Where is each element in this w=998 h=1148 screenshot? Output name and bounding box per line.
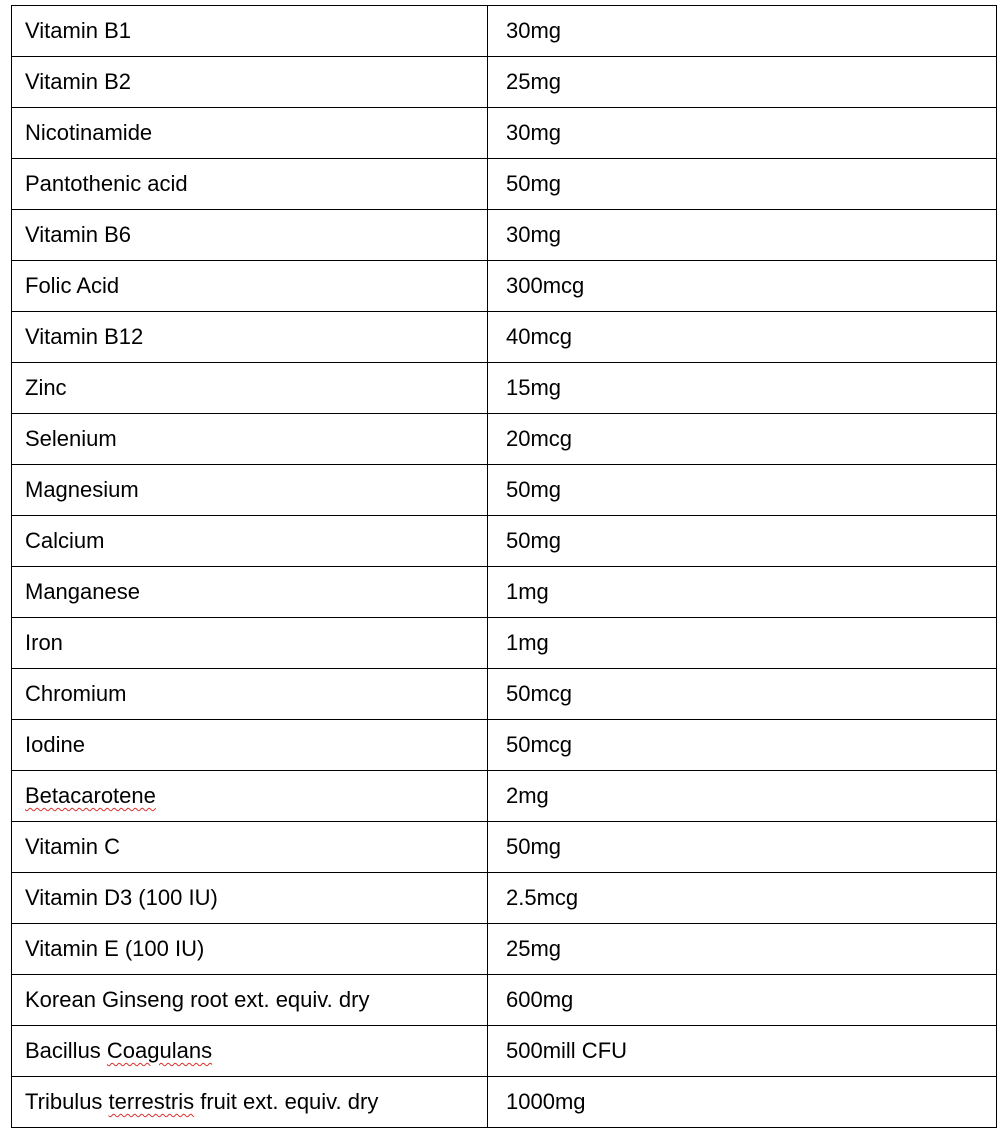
table-row xyxy=(12,465,997,516)
ingredient-amount-cell: 2mg xyxy=(488,771,997,822)
ingredients-table xyxy=(11,5,997,1128)
table-row xyxy=(12,6,997,57)
ingredient-amount-cell: 50mcg xyxy=(488,720,997,771)
table-row xyxy=(12,822,997,873)
spellcheck-flagged-word: Betacarotene xyxy=(25,783,156,808)
ingredient-amount-cell: 25mg xyxy=(488,924,997,975)
table-row xyxy=(12,312,997,363)
table-row xyxy=(12,363,997,414)
ingredient-name-cell xyxy=(12,771,488,822)
ingredient-amount-cell: 1000mg xyxy=(488,1077,997,1128)
table-row xyxy=(12,669,997,720)
ingredient-amount-cell: 50mg xyxy=(488,516,997,567)
table-row xyxy=(12,108,997,159)
table-row xyxy=(12,771,997,822)
ingredient-name-cell: Magnesium xyxy=(12,465,488,516)
table-row xyxy=(12,414,997,465)
ingredient-amount-cell: 50mg xyxy=(488,822,997,873)
ingredient-amount-cell: 1mg xyxy=(488,567,997,618)
spellcheck-flagged-word: Coagulans xyxy=(106,1038,213,1063)
table-row xyxy=(12,516,997,567)
name-text: Bacillus xyxy=(25,1038,107,1063)
ingredient-name-cell: Nicotinamide xyxy=(12,108,488,159)
name-text: Tribulus xyxy=(25,1089,109,1114)
ingredient-name-cell: Vitamin E (100 IU) xyxy=(12,924,488,975)
ingredient-name-cell: Selenium xyxy=(12,414,488,465)
ingredient-amount-cell: 50mg xyxy=(488,465,997,516)
ingredient-name-cell: Zinc xyxy=(12,363,488,414)
spellcheck-flagged-word: terrestris xyxy=(108,1089,195,1114)
ingredient-name-cell: Vitamin B12 xyxy=(12,312,488,363)
table-row xyxy=(12,1077,997,1128)
table-row xyxy=(12,57,997,108)
ingredient-name-cell: Korean Ginseng root ext. equiv. dry xyxy=(12,975,488,1026)
ingredient-name-cell: Folic Acid xyxy=(12,261,488,312)
table-row xyxy=(12,720,997,771)
ingredient-amount-cell: 1mg xyxy=(488,618,997,669)
ingredient-name-cell: Manganese xyxy=(12,567,488,618)
ingredient-name-cell xyxy=(12,1077,488,1128)
ingredient-amount-cell: 50mcg xyxy=(488,669,997,720)
table-row xyxy=(12,261,997,312)
ingredient-name-cell: Iodine xyxy=(12,720,488,771)
name-text: fruit ext. equiv. dry xyxy=(194,1089,379,1114)
ingredient-amount-cell: 20mcg xyxy=(488,414,997,465)
table-row xyxy=(12,618,997,669)
ingredient-amount-cell: 25mg xyxy=(488,57,997,108)
ingredient-amount-cell: 500mill CFU xyxy=(488,1026,997,1077)
ingredient-amount-cell: 30mg xyxy=(488,6,997,57)
ingredient-name-cell xyxy=(12,1026,488,1077)
table-row xyxy=(12,567,997,618)
table-row xyxy=(12,975,997,1026)
ingredient-amount-cell: 30mg xyxy=(488,108,997,159)
ingredient-amount-cell: 15mg xyxy=(488,363,997,414)
ingredient-amount-cell: 2.5mcg xyxy=(488,873,997,924)
ingredient-amount-cell: 300mcg xyxy=(488,261,997,312)
ingredient-amount-cell: 50mg xyxy=(488,159,997,210)
ingredient-name-cell: Chromium xyxy=(12,669,488,720)
ingredient-name-cell: Vitamin D3 (100 IU) xyxy=(12,873,488,924)
ingredient-name-cell: Calcium xyxy=(12,516,488,567)
ingredient-name-cell: Vitamin C xyxy=(12,822,488,873)
ingredient-amount-cell: 30mg xyxy=(488,210,997,261)
table-row xyxy=(12,924,997,975)
table-row xyxy=(12,1026,997,1077)
table-row xyxy=(12,210,997,261)
ingredient-amount-cell: 40mcg xyxy=(488,312,997,363)
ingredient-name-cell: Vitamin B1 xyxy=(12,6,488,57)
ingredient-name-cell: Iron xyxy=(12,618,488,669)
ingredient-name-cell: Vitamin B2 xyxy=(12,57,488,108)
ingredient-name-cell: Pantothenic acid xyxy=(12,159,488,210)
table-row xyxy=(12,159,997,210)
table-row xyxy=(12,873,997,924)
ingredient-amount-cell: 600mg xyxy=(488,975,997,1026)
ingredient-name-cell: Vitamin B6 xyxy=(12,210,488,261)
ingredients-table-container xyxy=(11,5,997,1128)
